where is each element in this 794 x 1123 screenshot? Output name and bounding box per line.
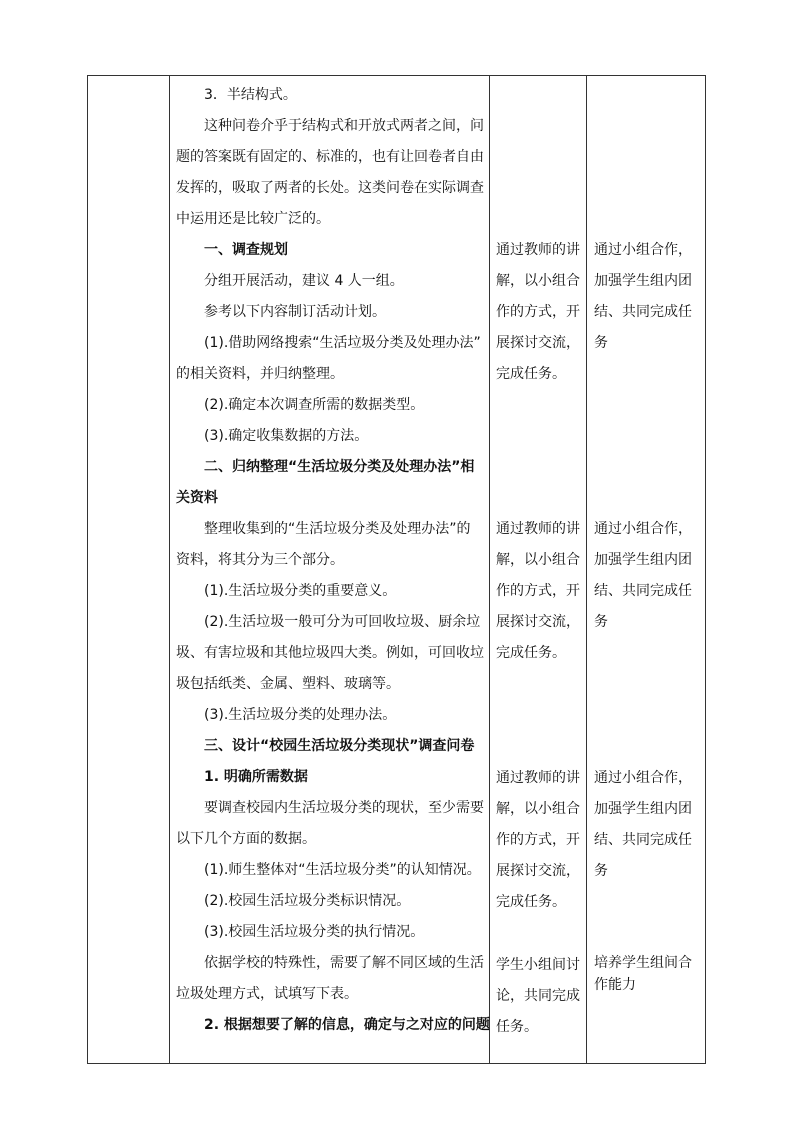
content-line: (3).校园生活垃圾分类的执行情况。 xyxy=(204,924,425,940)
method-line: 展探讨交流， xyxy=(496,614,580,630)
content-column xyxy=(176,80,488,1041)
content-line: (2).校园生活垃圾分类标识情况。 xyxy=(204,893,411,909)
content-line: (2).确定本次调查所需的数据类型。 xyxy=(204,397,425,413)
intent-line: 加强学生组内团 xyxy=(594,273,692,289)
method-line: 通过教师的讲 xyxy=(496,242,580,258)
content-line: 资料，将其分为三个部分。 xyxy=(176,552,344,568)
method-cell xyxy=(496,514,586,669)
content-line: 垃圾处理方式，试填写下表。 xyxy=(176,986,358,1002)
sub-heading: 2. 根据想要了解的信息，确定与之对应的问题 xyxy=(204,1017,490,1033)
content-line: 中运用还是比较广泛的。 xyxy=(176,211,330,227)
section-heading: 一、调查规划 xyxy=(204,242,288,258)
method-cell xyxy=(496,763,586,918)
method-line: 通过教师的讲 xyxy=(496,770,580,786)
method-line: 完成任务。 xyxy=(496,645,566,661)
content-line: 发挥的，吸取了两者的长处。这类问卷在实际调查 xyxy=(176,180,484,196)
method-line: 论，共同完成 xyxy=(496,988,580,1004)
intent-line: 通过小组合作， xyxy=(594,521,692,537)
intent-line: 结、共同完成任 xyxy=(594,304,692,320)
content-line: 这种问卷介乎于结构式和开放式两者之间，问 xyxy=(204,118,484,134)
intent-line: 务 xyxy=(594,863,608,879)
intent-line: 加强学生组内团 xyxy=(594,552,692,568)
intent-line: 培养学生组间合 xyxy=(594,955,692,971)
method-line: 学生小组间讨 xyxy=(496,957,580,973)
content-line: 圾、有害垃圾和其他垃圾四大类。例如，可回收垃 xyxy=(176,645,484,661)
method-line: 作的方式，开 xyxy=(496,832,580,848)
intent-cell xyxy=(594,235,704,359)
content-line: (1).师生整体对“生活垃圾分类”的认知情况。 xyxy=(204,862,481,878)
intent-line: 通过小组合作， xyxy=(594,770,692,786)
method-line: 展探讨交流， xyxy=(496,335,580,351)
method-line: 展探讨交流， xyxy=(496,863,580,879)
column-divider-3 xyxy=(586,76,587,1063)
column-divider-2 xyxy=(489,76,490,1063)
method-line: 作的方式，开 xyxy=(496,304,580,320)
content-line: 3．半结构式。 xyxy=(204,87,297,103)
content-line: 依据学校的特殊性，需要了解不同区域的生活 xyxy=(204,955,484,971)
method-line: 解，以小组合 xyxy=(496,801,580,817)
content-line: 的相关资料，并归纳整理。 xyxy=(176,366,344,382)
intent-cell xyxy=(594,763,704,887)
section-heading: 二、归纳整理“生活垃圾分类及处理办法”相 xyxy=(204,459,475,475)
intent-cell xyxy=(594,952,704,996)
method-cell xyxy=(496,235,586,390)
lesson-plan-table xyxy=(87,75,706,1064)
content-line: (1).生活垃圾分类的重要意义。 xyxy=(204,583,397,599)
method-line: 解，以小组合 xyxy=(496,552,580,568)
section-heading: 三、设计“校园生活垃圾分类现状”调查问卷 xyxy=(204,738,475,754)
content-line: 题的答案既有固定的、标准的，也有让回卷者自由 xyxy=(176,149,484,165)
method-line: 完成任务。 xyxy=(496,366,566,382)
content-line: (3).生活垃圾分类的处理办法。 xyxy=(204,707,397,723)
intent-line: 务 xyxy=(594,614,608,630)
method-line: 作的方式，开 xyxy=(496,583,580,599)
method-line: 通过教师的讲 xyxy=(496,521,580,537)
section-heading: 关资料 xyxy=(176,490,218,506)
intent-cell xyxy=(594,514,704,638)
content-line: (2).生活垃圾一般可分为可回收垃圾、厨余垃 xyxy=(204,614,481,630)
content-line: 整理收集到的“生活垃圾分类及处理办法”的 xyxy=(204,521,471,537)
sub-heading: 1. 明确所需数据 xyxy=(204,769,308,785)
intent-line: 作能力 xyxy=(594,977,636,993)
content-line: 分组开展活动，建议 4 人一组。 xyxy=(204,273,404,289)
intent-line: 加强学生组内团 xyxy=(594,801,692,817)
content-line: 以下几个方面的数据。 xyxy=(176,831,316,847)
intent-line: 结、共同完成任 xyxy=(594,832,692,848)
intent-line: 务 xyxy=(594,335,608,351)
method-line: 完成任务。 xyxy=(496,894,566,910)
intent-line: 结、共同完成任 xyxy=(594,583,692,599)
content-line: 圾包括纸类、金属、塑料、玻璃等。 xyxy=(176,676,400,692)
content-line: (3).确定收集数据的方法。 xyxy=(204,428,369,444)
method-line: 任务。 xyxy=(496,1019,538,1035)
content-line: (1).借助网络搜索“生活垃圾分类及处理办法” xyxy=(204,335,481,351)
method-line: 解，以小组合 xyxy=(496,273,580,289)
intent-line: 通过小组合作， xyxy=(594,242,692,258)
content-line: 参考以下内容制订活动计划。 xyxy=(204,304,386,320)
column-divider-1 xyxy=(169,76,170,1063)
method-cell xyxy=(496,950,586,1043)
content-line: 要调查校园内生活垃圾分类的现状，至少需要 xyxy=(204,800,484,816)
